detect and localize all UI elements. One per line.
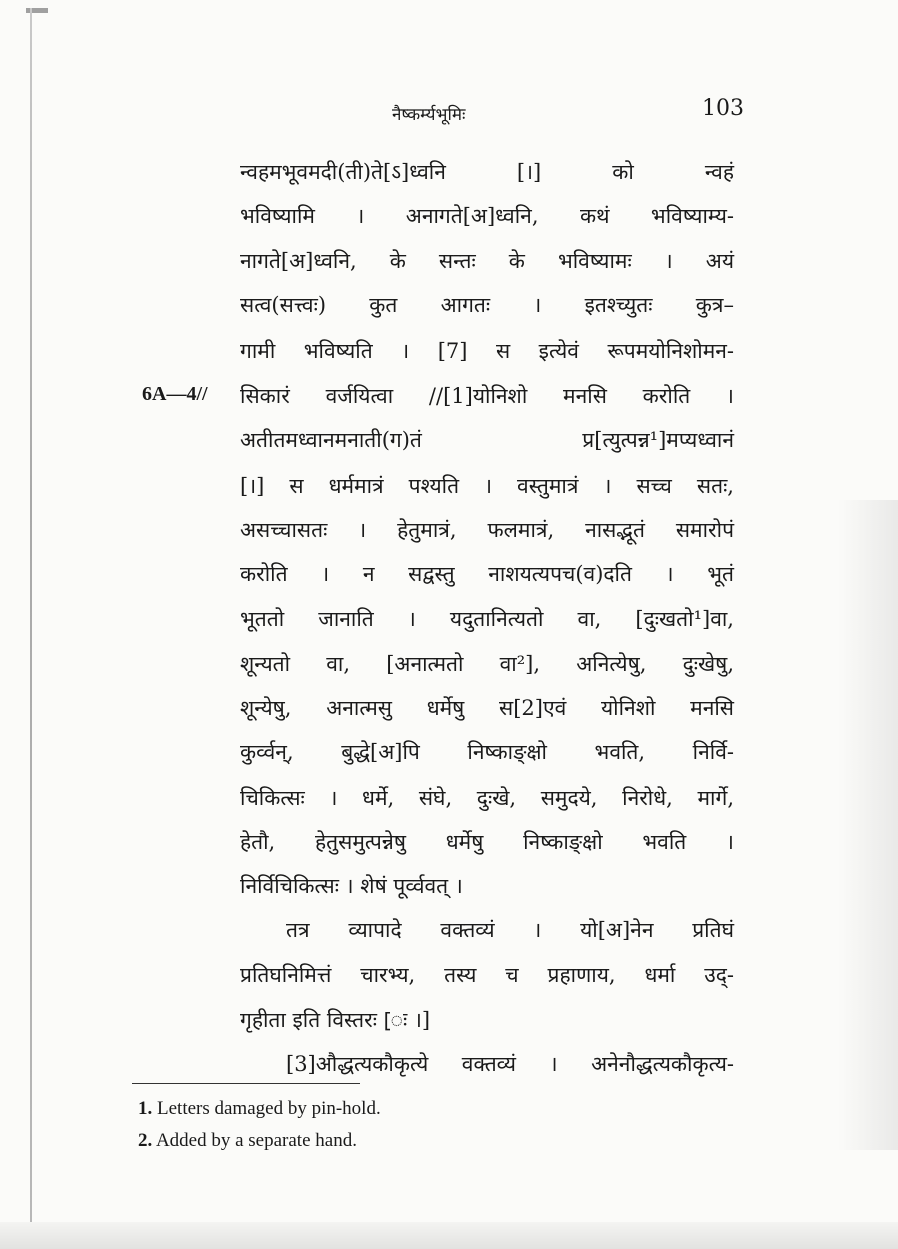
page-bottom-edge (0, 1222, 898, 1249)
page-number: 103 (702, 96, 744, 121)
text-line: [।] स धर्ममात्रं पश्यति । वस्तुमात्रं । सच्च सतः, (240, 474, 734, 498)
text-line: नागते[अ]ध्वनि, के सन्तः के भविष्यामः । अयं (240, 249, 734, 273)
footnote-number: 2. (138, 1130, 153, 1151)
text-line: शून्येषु, अनात्मसु धर्मेषु स[2]एवं योनिशो मनसि (240, 696, 734, 720)
text-line: भूततो जानाति । यदुतानित्यतो वा, [दुःखतो¹]वा, (240, 607, 734, 631)
footnote-rule (132, 1083, 360, 1084)
text-line: चिकित्सः । धर्मे, संघे, दुःखे, समुदये, निरोधे, मार्गे, (240, 786, 734, 810)
text-line: [3]औद्धत्यकौकृत्ये वक्तव्यं । अनेनौद्धत्यकौकृत्य- (286, 1052, 734, 1076)
text-line: असच्चासतः । हेतुमात्रं, फलमात्रं, नासद्भूतं समारोपं (240, 518, 734, 542)
text-line: शून्यतो वा, [अनात्मतो वा²], अनित्येषु, दुःखेषु, (240, 652, 734, 676)
text-line: भविष्यामि । अनागते[अ]ध्वनि, कथं भविष्याम्य- (240, 204, 734, 228)
text-line: सिकारं वर्जयित्वा //[1]योनिशो मनसि करोति । (240, 384, 734, 408)
text-line: तत्र व्यापादे वक्तव्यं । यो[अ]नेन प्रतिघं (286, 918, 734, 942)
binding-edge (30, 8, 32, 1228)
text-line: हेतौ, हेतुसमुत्पन्नेषु धर्मेषु निष्काङ्क्षो भवति । (240, 830, 734, 854)
text-line: सत्व(सत्त्वः) कुत आगतः । इतश्च्युतः कुत्र– (240, 293, 734, 317)
footnote-2 (138, 1130, 357, 1152)
footnote-1 (138, 1098, 381, 1120)
margin-reference: 6A—4// (142, 383, 208, 405)
footnote-number: 1. (138, 1098, 153, 1119)
footnote-text: Added by a separate hand. (155, 1130, 357, 1151)
page-shadow (838, 500, 898, 1150)
text-line: कुर्व्वन्, बुद्धे[अ]पि निष्काङ्क्षो भवति, निर्वि- (240, 740, 734, 764)
text-line: न्वहमभूवमदी(ती)ते[ऽ]ध्वनि [।] को न्वहं (240, 160, 734, 184)
text-line: निर्विचिकित्सः । शेषं पूर्व्ववत् । (240, 874, 463, 898)
footnote-text: Letters damaged by pin-hold. (157, 1098, 381, 1119)
text-line: गृहीता इति विस्तरः [ः ।] (240, 1008, 431, 1032)
text-line: अतीतमध्वानमनाती(ग)तं प्र[त्युत्पन्न¹]मप्यध्वानं (240, 428, 734, 452)
text-line: प्रतिघनिमित्तं चारभ्य, तस्य च प्रहाणाय, धर्मा उद्- (240, 963, 734, 987)
running-head: नैष्कर्म्यभूमिः (392, 105, 466, 125)
text-line: गामी भविष्यति । [7] स इत्येवं रूपमयोनिशोमन- (240, 339, 734, 363)
text-line: करोति । न सद्वस्तु नाशयत्यपच(व)दति । भूतं (240, 562, 734, 586)
